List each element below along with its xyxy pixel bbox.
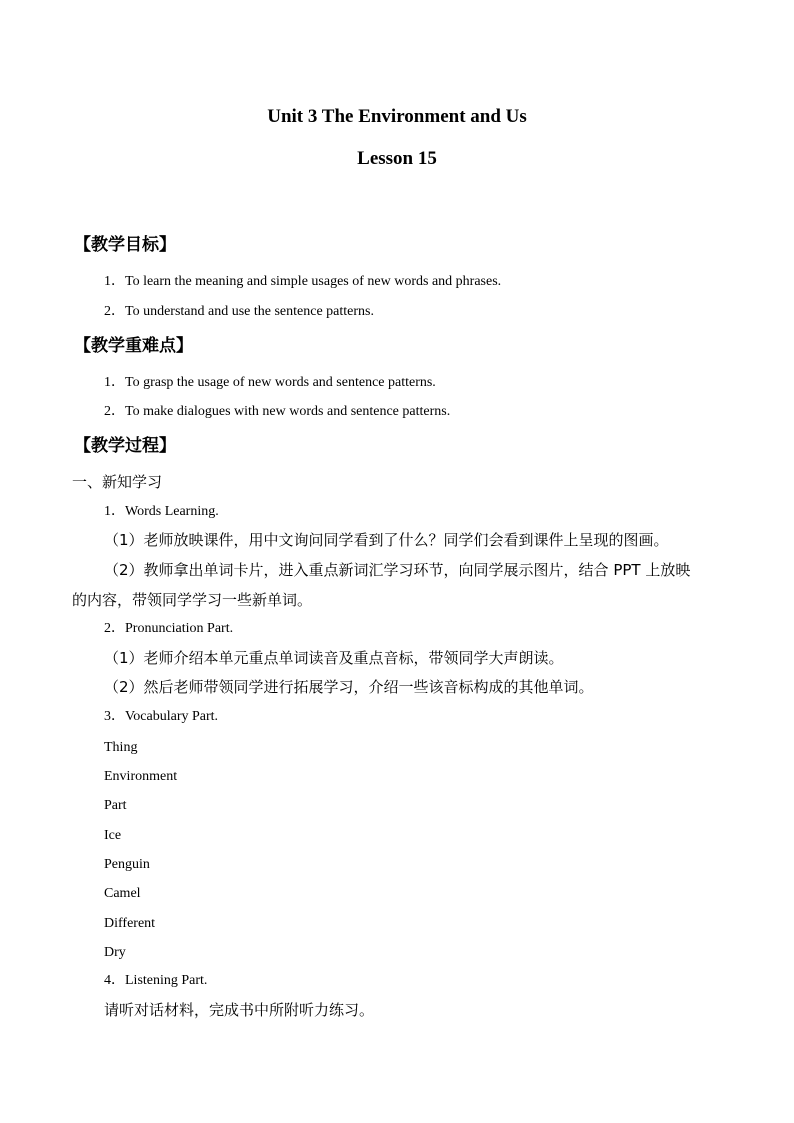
vocab-word: Part	[104, 798, 127, 813]
step2-paragraph-b: （2）然后老师带领同学进行拓展学习，介绍一些该音标构成的其他单词。	[104, 678, 594, 696]
document-title: Unit 3 The Environment and Us	[267, 106, 527, 127]
part1-title: 一、新知学习	[72, 473, 163, 491]
goal-item-2: 2．To understand and use the sentence patterns.	[104, 304, 374, 319]
key-points-heading: 【教学重难点】	[74, 336, 193, 356]
vocab-word: Thing	[104, 740, 138, 755]
step1-paragraph-b-line2: 的内容，带领同学学习一些新单词。	[72, 591, 313, 609]
step4-paragraph: 请听对话材料，完成书中所附听力练习。	[104, 1001, 375, 1019]
vocab-word: Environment	[104, 769, 178, 784]
vocab-word: Dry	[104, 945, 126, 960]
vocab-word: Different	[104, 916, 156, 931]
key-point-item-2: 2．To make dialogues with new words and sentence patterns.	[104, 404, 451, 419]
lesson-title: Lesson 15	[357, 148, 437, 169]
step1-paragraph-a: （1）老师放映课件，用中文询问同学看到了什么？同学们会看到课件上呈现的图画。	[104, 531, 669, 549]
key-point-item-1: 1．To grasp the usage of new words and sentence patterns.	[104, 375, 436, 390]
vocab-word: Penguin	[104, 857, 150, 872]
step1-paragraph-b-line1: （2）教师拿出单词卡片，进入重点新词汇学习环节，向同学展示图片，结合 PPT 上放映	[104, 561, 691, 579]
step2-paragraph-a: （1）老师介绍本单元重点单词读音及重点音标，带领同学大声朗读。	[104, 649, 564, 667]
step3-title: 3．Vocabulary Part.	[104, 709, 219, 724]
goal-item-1: 1．To learn the meaning and simple usages of new words and phrases.	[104, 274, 502, 289]
vocab-word: Camel	[104, 886, 141, 901]
process-heading: 【教学过程】	[74, 436, 176, 456]
vocab-word: Ice	[104, 828, 122, 843]
step1-title: 1．Words Learning.	[104, 504, 219, 519]
step4-title: 4．Listening Part.	[104, 973, 208, 988]
goals-heading: 【教学目标】	[74, 235, 176, 255]
step2-title: 2．Pronunciation Part.	[104, 621, 234, 636]
